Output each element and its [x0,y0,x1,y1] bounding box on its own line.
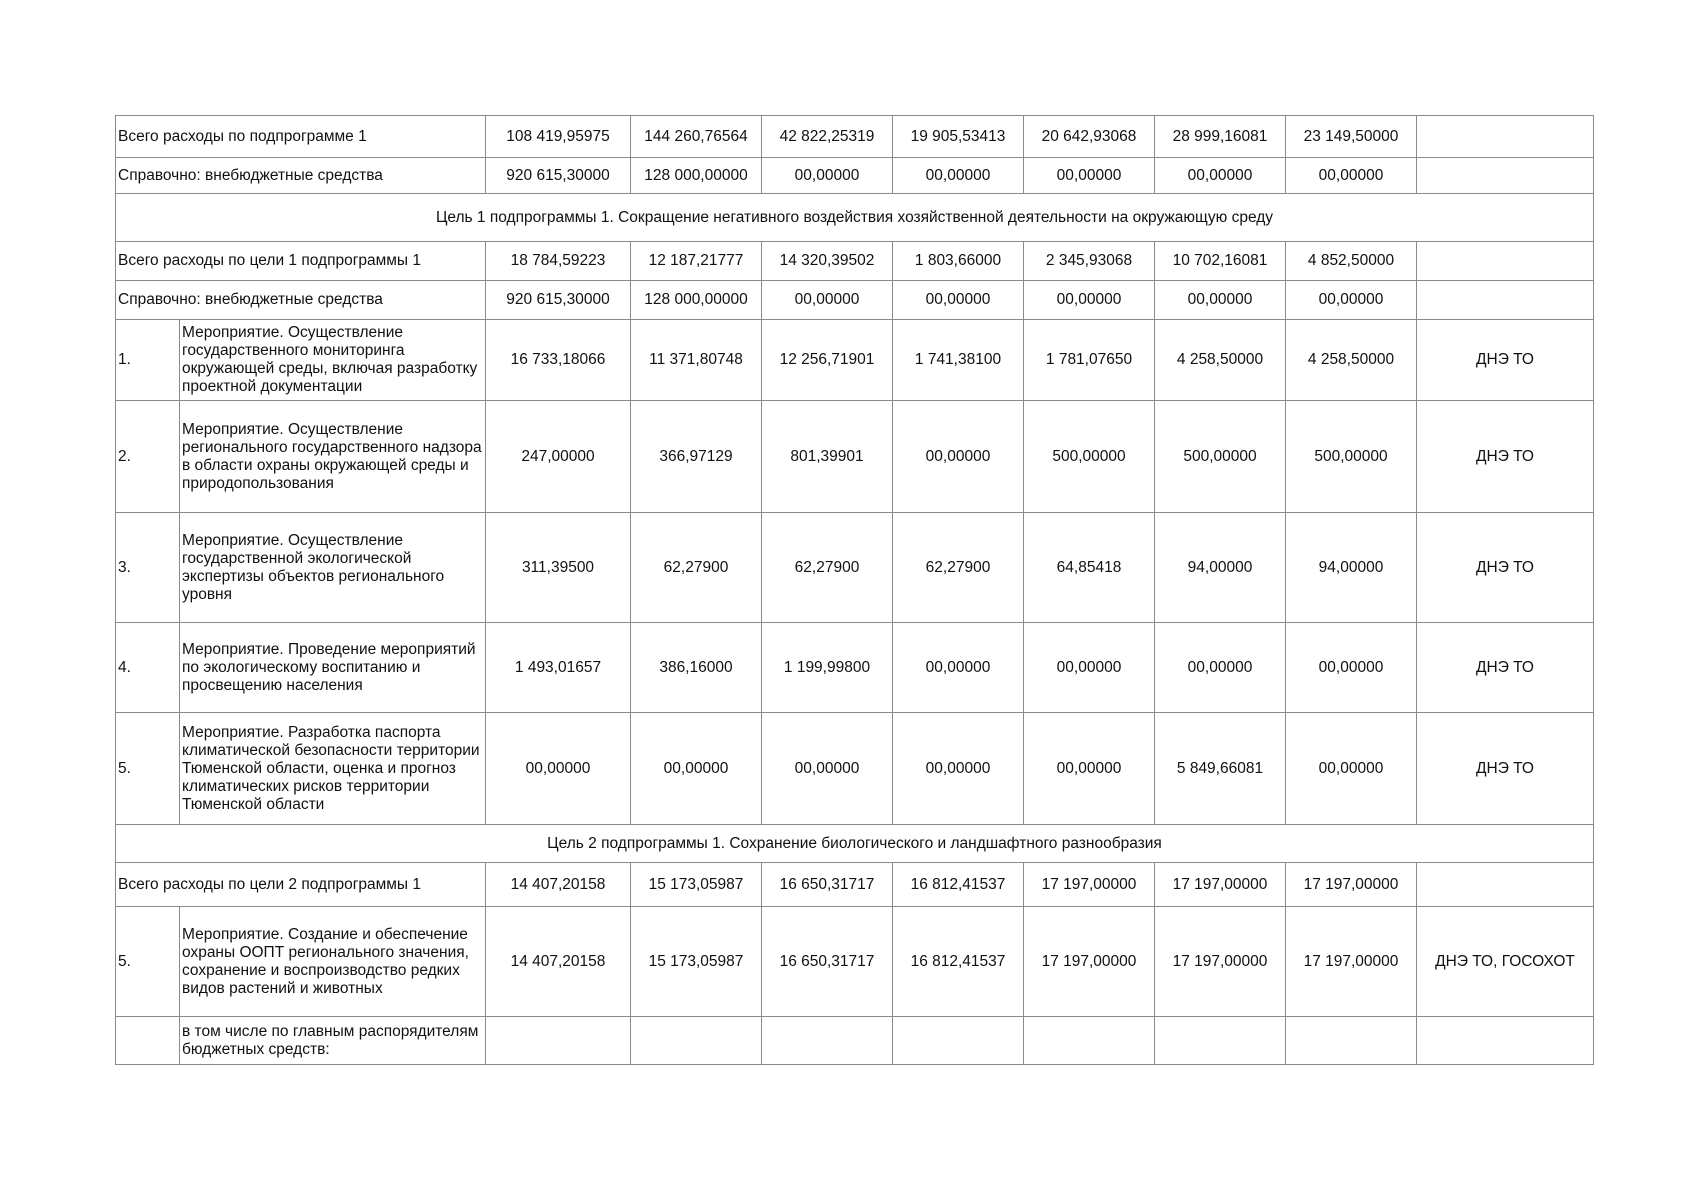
value-cell [1024,1017,1155,1065]
value-cell: 19 905,53413 [893,116,1024,158]
executor-cell: ДНЭ ТО [1417,401,1594,513]
value-cell: 108 419,95975 [486,116,631,158]
value-cell [486,1017,631,1065]
value-cell: 00,00000 [1286,281,1417,320]
value-cell: 500,00000 [1155,401,1286,513]
value-cell [1286,1017,1417,1065]
value-cell: 16 650,31717 [762,863,893,907]
value-cell: 16 650,31717 [762,907,893,1017]
value-cell: 14 407,20158 [486,907,631,1017]
value-cell: 23 149,50000 [1286,116,1417,158]
table-row-measure-2 [116,401,1594,513]
table-row-goal2-total [116,863,1594,907]
executor-cell: ДНЭ ТО [1417,623,1594,713]
value-cell [893,1017,1024,1065]
executor-cell [1417,863,1594,907]
value-cell: 00,00000 [762,281,893,320]
value-cell: 4 258,50000 [1155,320,1286,401]
table-row-measure-5 [116,713,1594,825]
value-cell: 17 197,00000 [1286,907,1417,1017]
goal-heading: Цель 2 подпрограммы 1. Сохранение биологического и ландшафтного разнообразия [116,825,1594,863]
value-cell: 00,00000 [1024,158,1155,194]
value-cell: 00,00000 [893,281,1024,320]
value-cell: 128 000,00000 [631,158,762,194]
value-cell: 00,00000 [1155,623,1286,713]
value-cell: 12 187,21777 [631,242,762,281]
value-cell: 15 173,05987 [631,907,762,1017]
value-cell: 247,00000 [486,401,631,513]
value-cell: 1 199,99800 [762,623,893,713]
table-row-measure-1 [116,320,1594,401]
value-cell: 14 320,39502 [762,242,893,281]
value-cell: 500,00000 [1024,401,1155,513]
value-cell: 15 173,05987 [631,863,762,907]
measure-name: в том числе по главным распорядителям бюджетных средств: [180,1017,486,1065]
value-cell: 311,39500 [486,513,631,623]
value-cell: 366,97129 [631,401,762,513]
value-cell: 00,00000 [1286,713,1417,825]
row-index: 3. [116,513,180,623]
row-index: 1. [116,320,180,401]
value-cell: 00,00000 [1286,623,1417,713]
value-cell: 20 642,93068 [1024,116,1155,158]
row-label: Всего расходы по цели 2 подпрограммы 1 [116,863,486,907]
measure-name: Мероприятие. Создание и обеспечение охраны ООПТ регионального значения, сохранение и воспроизводство редких видов растений и животных [180,907,486,1017]
value-cell: 5 849,66081 [1155,713,1286,825]
value-cell: 00,00000 [893,713,1024,825]
value-cell: 94,00000 [1286,513,1417,623]
measure-name: Мероприятие. Осуществление регионального государственного надзора в области охраны окружающей среды и природопользования [180,401,486,513]
measure-name: Мероприятие. Разработка паспорта климатической безопасности территории Тюменской области, оценка и прогноз климатических рисков территории Тюменской области [180,713,486,825]
table-row-measure-4 [116,623,1594,713]
row-label: Всего расходы по подпрограмме 1 [116,116,486,158]
table-row-measure-3 [116,513,1594,623]
value-cell: 62,27900 [762,513,893,623]
value-cell: 920 615,30000 [486,158,631,194]
value-cell: 2 345,93068 [1024,242,1155,281]
row-label: Справочно: внебюджетные средства [116,281,486,320]
value-cell: 1 493,01657 [486,623,631,713]
row-label: Справочно: внебюджетные средства [116,158,486,194]
value-cell: 00,00000 [893,158,1024,194]
row-index: 2. [116,401,180,513]
value-cell: 16 733,18066 [486,320,631,401]
value-cell: 144 260,76564 [631,116,762,158]
row-index: 5. [116,907,180,1017]
value-cell: 00,00000 [1024,713,1155,825]
value-cell: 00,00000 [893,401,1024,513]
executor-cell: ДНЭ ТО [1417,513,1594,623]
measure-name: Мероприятие. Проведение мероприятий по экологическому воспитанию и просвещению населения [180,623,486,713]
value-cell [631,1017,762,1065]
executor-cell [1417,1017,1594,1065]
table-row-goal2-header [116,825,1594,863]
value-cell [1155,1017,1286,1065]
value-cell: 801,39901 [762,401,893,513]
value-cell: 00,00000 [1155,158,1286,194]
row-label: Всего расходы по цели 1 подпрограммы 1 [116,242,486,281]
executor-cell [1417,242,1594,281]
value-cell: 28 999,16081 [1155,116,1286,158]
value-cell: 17 197,00000 [1155,907,1286,1017]
value-cell: 00,00000 [762,158,893,194]
value-cell: 00,00000 [631,713,762,825]
value-cell: 1 741,38100 [893,320,1024,401]
executor-cell: ДНЭ ТО [1417,713,1594,825]
value-cell: 00,00000 [762,713,893,825]
value-cell: 11 371,80748 [631,320,762,401]
executor-cell: ДНЭ ТО, ГОСОХОТ [1417,907,1594,1017]
table-row-goal1-total [116,242,1594,281]
value-cell: 4 258,50000 [1286,320,1417,401]
value-cell: 00,00000 [893,623,1024,713]
value-cell: 14 407,20158 [486,863,631,907]
value-cell: 62,27900 [631,513,762,623]
value-cell: 17 197,00000 [1024,907,1155,1017]
row-index: 5. [116,713,180,825]
table-row-goal1-header [116,194,1594,242]
value-cell: 128 000,00000 [631,281,762,320]
measure-name: Мероприятие. Осуществление государственного мониторинга окружающей среды, включая разработку проектной документации [180,320,486,401]
value-cell: 386,16000 [631,623,762,713]
value-cell: 94,00000 [1155,513,1286,623]
row-index [116,1017,180,1065]
table-row-subprogram-extrabudget [116,158,1594,194]
executor-cell [1417,116,1594,158]
value-cell: 00,00000 [1155,281,1286,320]
value-cell: 16 812,41537 [893,907,1024,1017]
value-cell: 4 852,50000 [1286,242,1417,281]
value-cell: 16 812,41537 [893,863,1024,907]
table-row-measure-oopt [116,907,1594,1017]
value-cell: 10 702,16081 [1155,242,1286,281]
value-cell: 1 803,66000 [893,242,1024,281]
value-cell: 64,85418 [1024,513,1155,623]
value-cell: 00,00000 [1286,158,1417,194]
value-cell: 1 781,07650 [1024,320,1155,401]
value-cell: 18 784,59223 [486,242,631,281]
expenditure-table [115,115,1594,1065]
value-cell: 00,00000 [1024,623,1155,713]
value-cell: 17 197,00000 [1286,863,1417,907]
value-cell: 920 615,30000 [486,281,631,320]
executor-cell [1417,158,1594,194]
value-cell: 500,00000 [1286,401,1417,513]
executor-cell: ДНЭ ТО [1417,320,1594,401]
value-cell: 00,00000 [1024,281,1155,320]
executor-cell [1417,281,1594,320]
measure-name: Мероприятие. Осуществление государственной экологической экспертизы объектов регионального уровня [180,513,486,623]
value-cell: 17 197,00000 [1024,863,1155,907]
goal-heading: Цель 1 подпрограммы 1. Сокращение негативного воздействия хозяйственной деятельности на окружающую среду [116,194,1594,242]
table-row-distributors [116,1017,1594,1065]
row-index: 4. [116,623,180,713]
value-cell: 00,00000 [486,713,631,825]
table-row-goal1-extrabudget [116,281,1594,320]
value-cell: 42 822,25319 [762,116,893,158]
table-row-subprogram-total [116,116,1594,158]
value-cell: 62,27900 [893,513,1024,623]
value-cell: 17 197,00000 [1155,863,1286,907]
value-cell: 12 256,71901 [762,320,893,401]
value-cell [762,1017,893,1065]
